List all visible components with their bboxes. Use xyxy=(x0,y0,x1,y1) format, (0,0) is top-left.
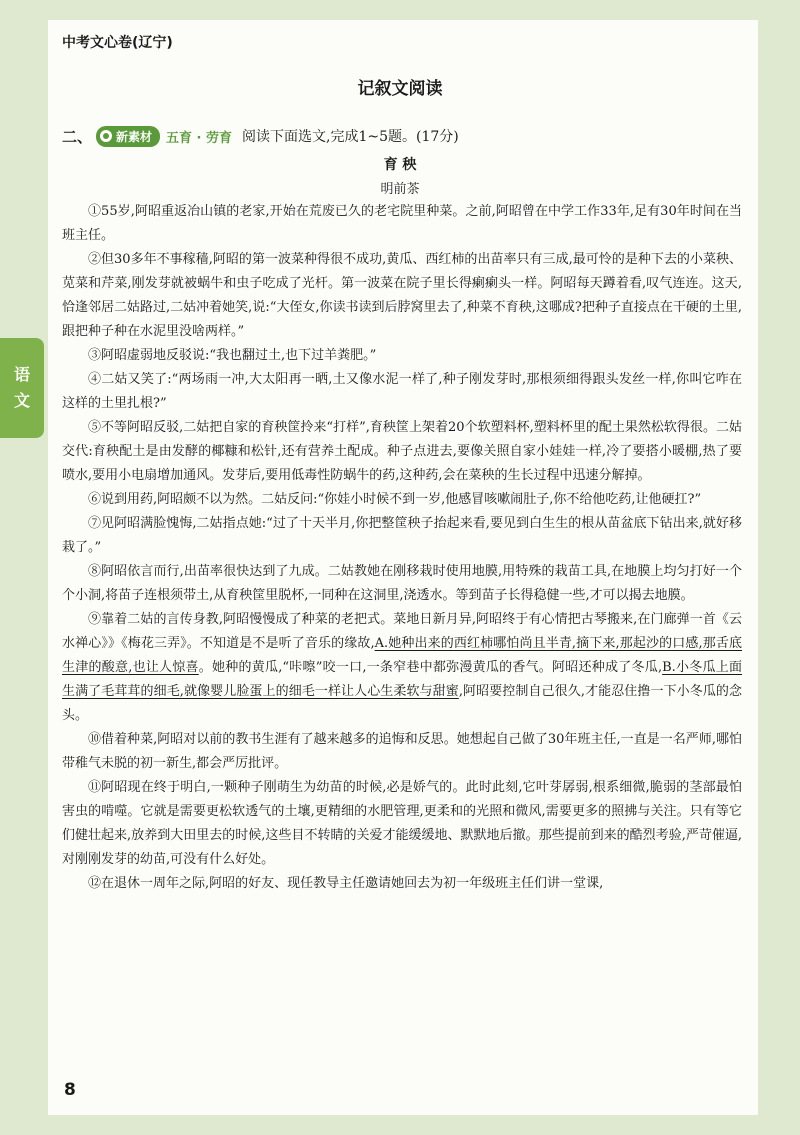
paragraph: ⑦见阿昭满脸愧悔,二姑指点她:“过了十天半月,你把整筐秧子抬起来看,要见到白生生的根从苗盆底下钻出来,就好移栽了。” xyxy=(62,516,742,555)
article-author: 明前茶 xyxy=(380,182,420,197)
location-pin-icon xyxy=(100,130,112,142)
new-material-badge xyxy=(96,126,160,147)
question-line xyxy=(62,124,459,148)
book-title: 中考文心卷(辽宁) xyxy=(62,35,173,51)
paragraph: ③阿昭虚弱地反驳说:“我也翻过土,也下过羊粪肥。” xyxy=(88,348,377,363)
article-body xyxy=(62,200,742,896)
paragraph: ①55岁,阿昭重返冶山镇的老家,开始在荒废已久的老宅院里种菜。之前,阿昭曾在中学工作33年,足有30年时间在当班主任。 xyxy=(62,204,742,243)
paragraph: ⑤不等阿昭反驳,二姑把自家的育秧筐拎来“打样”,育秧筐上架着20个软塑料杯,塑料杯里的配土果然松软得很。二姑交代:育秧配土是由发酵的椰糠和松针,还有营养土配成。种子点进去,要像关照自家小娃娃一样,冷了要搭小暖棚,热了要喷水,要用小电扇增加通风。发芽后,要用低毒性防蜗牛的药,这种药,会在菜秧的生长过程中迅速分解掉。 xyxy=(62,420,742,483)
paragraph-text: 。她种的黄瓜,“咔嚓”咬一口,一条窄巷中都弥漫黄瓜的香气。阿昭还种成了冬瓜, xyxy=(198,660,663,675)
paragraph: ⑩借着种菜,阿昭对以前的教书生涯有了越来越多的追悔和反思。她想起自己做了30年班主任,一直是一名严师,哪怕带稚气未脱的初一新生,都会严厉批评。 xyxy=(62,732,742,771)
underlined-sentence-b: B.小冬瓜上面生满了毛茸茸的细毛,就像婴儿脸蛋上的细毛一样让人心生柔软与甜蜜 xyxy=(62,660,742,699)
question-number: 二、 xyxy=(62,127,93,146)
paragraph-9 xyxy=(62,608,742,728)
side-tab-char: 文 xyxy=(13,391,30,410)
underlined-sentence-a: A.她种出来的西红柿哪怕尚且半青,摘下来,那起沙的口感,那舌底生津的酸意,也让人惊喜 xyxy=(62,636,743,675)
section-title: 记叙文阅读 xyxy=(357,79,443,99)
subject-side-tab xyxy=(0,338,44,438)
article-title: 育 秧 xyxy=(383,157,417,173)
paragraph: ⑪阿昭现在终于明白,一颗种子刚萌生为幼苗的时候,必是娇气的。此时此刻,它叶芽孱弱,根系细微,脆弱的茎部最怕害虫的啃噬。它就是需要更松软透气的土壤,更精细的水肥管理,更柔和的光照和微风,需要更多的照拂与关注。只有等它们健壮起来,放养到大田里去的时候,这些目不转睛的关爱才能缓缓地、默默地后撤。那些提前到来的酷烈考验,严苛催逼,对刚刚发芽的幼苗,可没有什么好处。 xyxy=(62,780,742,867)
paragraph: ⑫在退休一周年之际,阿昭的好友、现任教导主任邀请她回去为初一年级班主任们讲一堂课, xyxy=(88,876,604,891)
badge-label: 新素材 xyxy=(116,129,153,144)
page-number: 8 xyxy=(64,1080,76,1100)
side-tab-char: 语 xyxy=(13,365,30,384)
paragraph-text: ,阿昭要控制自己很久,才能忍住撸一下小冬瓜的念头。 xyxy=(62,684,743,723)
paragraph: ⑧阿昭依言而行,出苗率很快达到了九成。二姑教她在刚移栽时使用地膜,用特殊的栽苗工具,在地膜上均匀打好一个个小洞,将苗子连根须带土,从育秧筐里脱杯,一同种在这洞里,浇透水。等到苗子长得稳健一些,才可以揭去地膜。 xyxy=(62,564,742,603)
paragraph: ⑥说到用药,阿昭颇不以为然。二姑反问:“你娃小时候不到一岁,他感冒咳嗽闹肚子,你不给他吃药,让他硬扛?” xyxy=(88,492,702,507)
paragraph-text: ⑨靠着二姑的言传身教,阿昭慢慢成了种菜的老把式。菜地日新月异,阿昭终于有心情把古琴搬来,在门廊弹一首《云水禅心》》《梅花三弄》。不知道是不是听了音乐的缘故, xyxy=(62,612,742,651)
paragraph: ④二姑又笑了:“两场雨一冲,大太阳再一晒,土又像水泥一样了,种子刚发芽时,那根须细得跟头发丝一样,你叫它咋在这样的土里扎根?” xyxy=(62,372,742,411)
paragraph: ②但30多年不事稼穑,阿昭的第一波菜种得很不成功,黄瓜、西红柿的出苗率只有三成,最可怜的是种下去的小菜秧、苋菜和芹菜,刚发芽就被蜗牛和虫子吃成了光杆。第一波菜在院子里长得瘌瘌头一样。阿昭每天蹲着看,叹气连连。这天,恰逢邻居二姑路过,二姑冲着她笑,说:“大侄女,你读书读到后脖窝里去了,种菜不育秧,这哪成?把种子直接点在干硬的土里,跟把种子种在水泥里没啥两样。” xyxy=(62,252,742,339)
education-tag: 五育 · 劳育 xyxy=(166,130,233,146)
question-instruction: 阅读下面选文,完成1~5题。(17分) xyxy=(242,129,459,145)
